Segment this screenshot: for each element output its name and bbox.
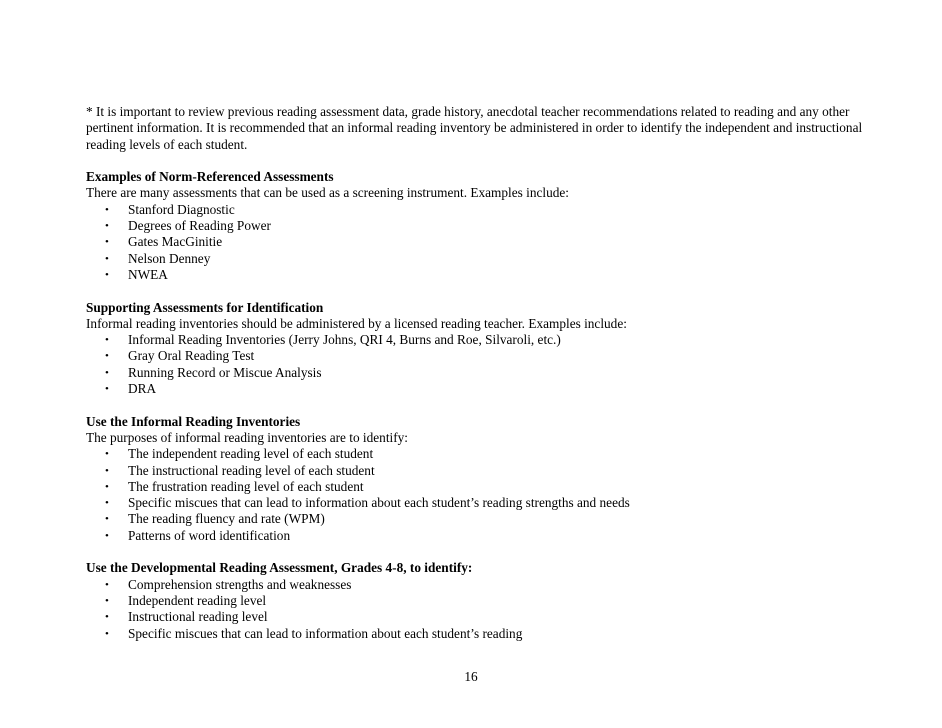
list-item (86, 234, 866, 250)
bullet-icon: • (105, 513, 109, 526)
list-item-text: The instructional reading level of each student (128, 462, 375, 478)
list-item-text: Degrees of Reading Power (128, 218, 271, 234)
list-item-text: Gates MacGinitie (128, 234, 223, 250)
list-item (86, 593, 866, 609)
section-text: There are many assessments that can be used as a screening instrument. Examples include: (86, 185, 569, 201)
list-item-text: NWEA (128, 266, 168, 282)
bullet-icon: • (105, 529, 109, 542)
list-item-text: Running Record or Miscue Analysis (128, 364, 322, 380)
list-item (86, 251, 866, 267)
section-heading: Use the Developmental Reading Assessment, Grades 4-8, to identify: (86, 560, 473, 576)
list-item (86, 463, 866, 479)
list-item-text: Instructional reading level (128, 609, 268, 625)
list-item (86, 609, 866, 625)
list-item-text: Independent reading level (128, 592, 267, 608)
list-item (86, 365, 866, 381)
bullet-icon: • (105, 480, 109, 493)
bullet-list (86, 332, 866, 397)
bullet-list (86, 446, 866, 544)
section-text: Informal reading inventories should be administered by a licensed reading teacher. Examples include: (86, 315, 627, 331)
sections-container (86, 169, 866, 642)
bullet-icon: • (105, 578, 109, 591)
section-heading: Supporting Assessments for Identification (86, 299, 324, 315)
section (86, 560, 866, 641)
list-item-text: Specific miscues that can lead to information about each student’s reading strengths and needs (128, 495, 630, 511)
bullet-icon: • (105, 236, 109, 249)
list-item-text: Informal Reading Inventories (Jerry Johns, QRI 4, Burns and Roe, Silvaroli, etc.) (128, 332, 561, 348)
bullet-icon: • (105, 611, 109, 624)
list-item-text: DRA (128, 381, 157, 397)
bullet-icon: • (105, 220, 109, 233)
list-item (86, 577, 866, 593)
bullet-icon: • (105, 497, 109, 510)
list-item (86, 381, 866, 397)
list-item (86, 511, 866, 527)
bullet-icon: • (105, 366, 109, 379)
bullet-list (86, 577, 866, 642)
section (86, 414, 866, 544)
list-item-text: The reading fluency and rate (WPM) (128, 511, 325, 527)
bullet-icon: • (105, 383, 109, 396)
list-item (86, 626, 866, 642)
bullet-icon: • (105, 203, 109, 216)
document-body (86, 104, 866, 658)
page-number: 16 (464, 669, 478, 684)
list-item-text: Stanford Diagnostic (128, 201, 235, 217)
list-item (86, 218, 866, 234)
bullet-icon: • (105, 334, 109, 347)
bullet-icon: • (105, 627, 109, 640)
list-item (86, 479, 866, 495)
section (86, 169, 866, 283)
bullet-icon: • (105, 448, 109, 461)
list-item-text: Nelson Denney (128, 250, 211, 266)
bullet-icon: • (105, 350, 109, 363)
list-item-text: Specific miscues that can lead to information about each student’s reading (128, 625, 523, 641)
section-heading: Use the Informal Reading Inventories (86, 413, 301, 429)
bullet-list (86, 202, 866, 283)
list-item (86, 528, 866, 544)
list-item (86, 348, 866, 364)
list-item (86, 446, 866, 462)
bullet-icon: • (105, 252, 109, 265)
bullet-icon: • (105, 594, 109, 607)
list-item-text: Comprehension strengths and weaknesses (128, 576, 352, 592)
list-item (86, 332, 866, 348)
bullet-icon: • (105, 464, 109, 477)
section-heading: Examples of Norm-Referenced Assessments (86, 169, 334, 185)
list-item-text: Patterns of word identification (128, 527, 291, 543)
list-item (86, 267, 866, 283)
intro-paragraph: * It is important to review previous reading assessment data, grade history, anecdotal teacher recommendations related to reading and any other pertinent information. It is recommended that an informal reading inventory be administered in order to identify the independent and instructional reading levels of each student. (86, 104, 863, 152)
list-item (86, 495, 866, 511)
list-item-text: The independent reading level of each student (128, 446, 374, 462)
bullet-icon: • (105, 268, 109, 281)
section-text: The purposes of informal reading inventories are to identify: (86, 429, 408, 445)
list-item-text: The frustration reading level of each student (128, 478, 364, 494)
section (86, 300, 866, 398)
list-item (86, 202, 866, 218)
list-item-text: Gray Oral Reading Test (128, 348, 255, 364)
